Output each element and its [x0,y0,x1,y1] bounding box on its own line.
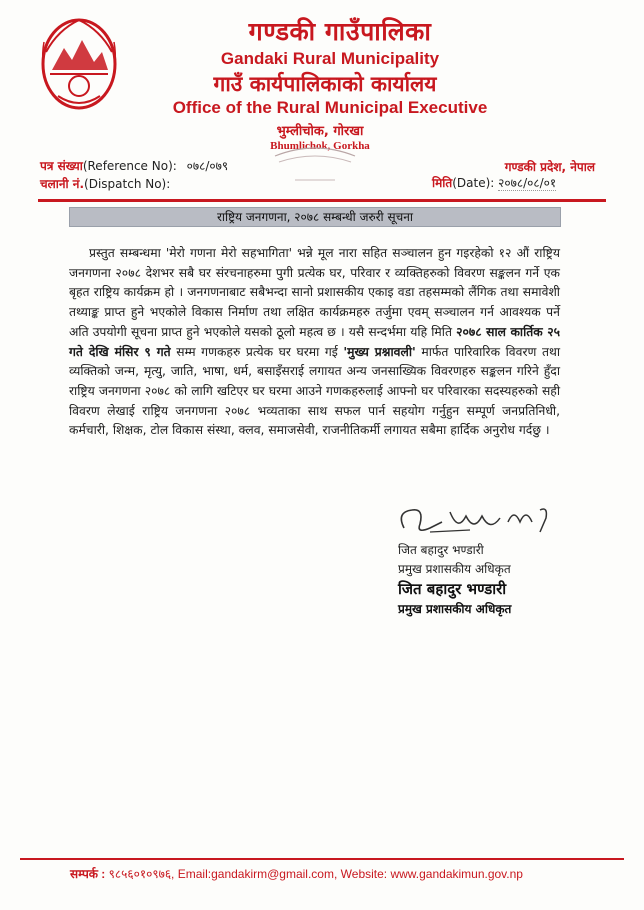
address-en: Bhumlichok, Gorkha [270,140,370,152]
header-divider [38,199,606,202]
body-text-part2: सम्म गणकहरु प्रत्येक घर घरमा गई [170,344,344,359]
contact-label: सम्पर्क : [70,867,106,881]
handwritten-signature-icon [390,502,560,542]
body-paragraph [69,244,560,441]
body-text-part3: मार्फत पारिवारिक विवरण तथा व्यक्तिको जन्म, मृत्यु, जाति, भाषा, धर्म, बसाइँसराई लगायत अन्य जनसाख्यिक विवरणहरु सङ्कलन गरिने हुँदा राष्ट्रिय जनगणना २०७८ को लागि खटिएर घर घरमा आउने गणकहरुलाई आफ्नो घर परिवारका सदस्यहरुको सही विवरण लेखाई राष्ट्रिय जनगणना २०७८ भव्यताका साथ सफल पार्न सहयोग गर्नुहुन सम्पूर्ण जनप्रतिनिधी, कर्मचारी, शिक्षक, टोल विकास संस्था, क्लव, समाजसेवी, राजनीतिकर्मी लगायत सबैमा हार्दिक अनुरोध गर्दछु । [69,344,561,438]
contact-phone: ९८५६०१०९७६, [108,867,175,881]
date-value: २०७८/०८/०१ [498,176,557,190]
dispatch-label-en: (Dispatch No): [84,177,171,191]
contact-website: Website: www.gandakimun.gov.np [340,867,523,881]
signatory-stamp-name: जित बहादुर भण्डारी [398,580,507,598]
date-label: मिति [432,176,453,190]
signatory-title: प्रमुख प्रशासकीय अधिकृत [398,562,511,576]
body-bold-questionnaire: 'मुख्य प्रश्नावली' [343,344,416,359]
date-label-en: (Date): [452,176,495,190]
office-name-en: Office of the Rural Municipal Executive [172,98,488,117]
municipality-name-en: Gandaki Rural Municipality [220,49,440,68]
municipality-emblem-icon [38,12,120,112]
footer-divider [20,858,624,860]
address-np: भुम्लीचोक, गोरखा [276,124,364,139]
body-bold-dates: २०७८ साल कार्तिक २५ गते देखि मंसिर ९ गते [69,324,560,359]
reference-label-en: (Reference No): [82,159,177,173]
signatory-name: जित बहादुर भण्डारी [398,543,484,557]
reference-value: ०७८/०७९ [186,159,229,173]
reference-number [40,157,228,174]
letter-date [432,174,597,191]
contact-email: Email:gandakirm@gmail.com, [177,867,338,881]
body-text-part1: प्रस्तुत सम्बन्धमा 'मेरो गणना मेरो सहभागिता' भन्ने मूल नारा सहित सञ्चालन हुन गइरहेको १२ औं राष्ट्रिय जनगणना २०७८ देशभर सबै घर संरचनाहरुमा पुगी प्रत्येक घर, परिवार र व्यक्तिहरुको विवरण सङ्कलन गर्ने एक बृहत राष्ट्रिय कार्यक्रम हो । जनगणनाबाट सबैभन्दा सानो प्रशासकीय एकाइ वडा तहसम्मको लैंगिक तथा समावेशी तथ्याङ्क प्राप्त हुने भएकोले विकास निर्माण तथा लक्षित कार्यक्रमहरु तर्जुमा एवम् सञ्चालन गर्न आवश्यक पर्ने अति उपयोगी सूचना प्राप्त हुने भएकोले यसको ठूलो महत्व छ । यसै सन्दर्भमा यहि मिति [69,246,560,339]
subject-bar: राष्ट्रिय जनगणना, २०७८ सम्बन्धी जरुरी सूचना [69,207,561,227]
letter-body [69,244,560,441]
dispatch-label: चलानी नं. [40,177,85,191]
reference-label: पत्र संख्या [40,159,83,173]
signatory-stamp-title: प्रमुख प्रशासकीय अधिकृत [398,602,512,616]
municipality-name-np: गण्डकी गाउँपालिका [248,17,432,46]
province-text: गण्डकी प्रदेश, नेपाल [504,160,595,174]
footer-contact [70,865,610,882]
office-name-np: गाउँ कार्यपालिकाको कार्यालय [213,72,437,96]
dispatch-number [40,175,170,192]
office-stamp-icon [265,146,365,190]
